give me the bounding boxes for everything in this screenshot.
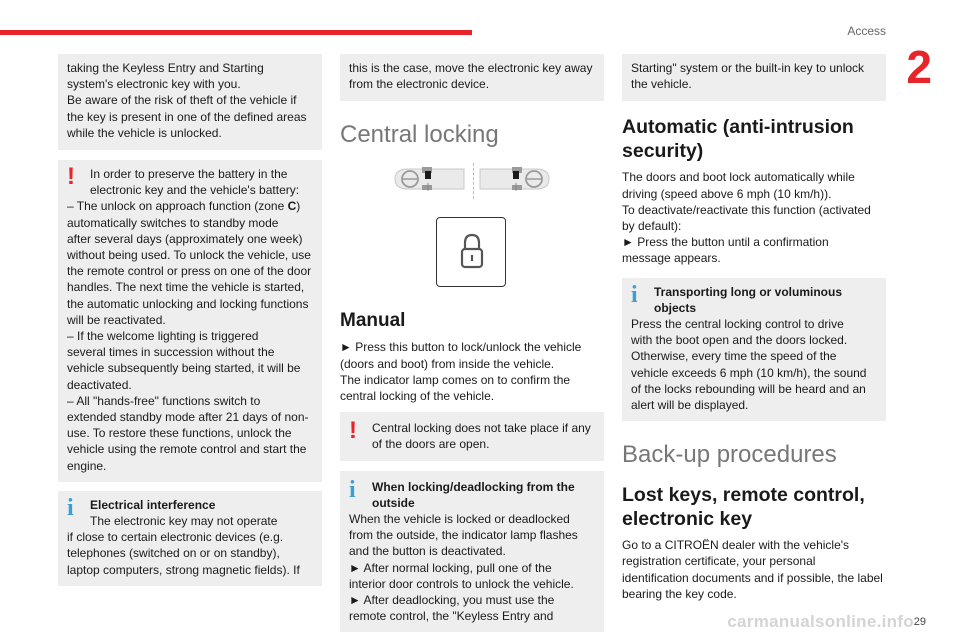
text-line: will be reactivated.	[67, 312, 166, 327]
text-line: with the boot open and the doors locked.	[631, 333, 848, 348]
automatic-text	[622, 169, 886, 266]
column-2	[340, 54, 604, 632]
text-line: the vehicle.	[631, 77, 692, 92]
text-line: driving (speed above 6 mph (10 km/h)).	[622, 186, 832, 201]
page-number: 29	[913, 616, 926, 628]
text-line: Be aware of the risk of theft of the vehicle if	[67, 93, 297, 108]
warning-icon: !	[349, 417, 357, 445]
continued-note-box	[340, 54, 604, 101]
backup-procedures-heading: Back-up procedures	[622, 441, 837, 469]
heading-line: Lost keys, remote control,	[622, 484, 865, 507]
text-line: taking the Keyless Entry and Starting	[67, 61, 264, 75]
box-title: Transporting long or voluminous	[654, 284, 842, 299]
section-title: Access	[847, 24, 886, 38]
transport-objects-info-box	[622, 278, 886, 422]
dashboard-diagram	[340, 161, 604, 211]
warning-icon: !	[67, 163, 75, 191]
watermark: carmanualsonline.info	[727, 612, 914, 631]
text-line: – All "hands-free" functions switch to	[67, 393, 261, 408]
text-line: Go to a CITROËN dealer with the vehicle's	[622, 538, 850, 553]
text-line: system's electronic key with you.	[67, 77, 241, 92]
text-line: without being used. To unlock the vehicle, use	[67, 248, 311, 263]
text-line: Starting" system or the built-in key to unlock	[631, 61, 865, 75]
continued-note-box	[58, 54, 322, 150]
text-line: In order to preserve the battery in the	[90, 167, 288, 182]
battery-warning-box	[58, 160, 322, 482]
text-line: telephones (switched on or on standby),	[67, 546, 280, 561]
text-line: of the doors are open.	[372, 437, 490, 452]
text-line: ► After deadlocking, you must use the	[349, 593, 555, 608]
text-line	[67, 198, 313, 214]
text-line: ► After normal locking, pull one of the	[349, 560, 552, 575]
text-line: Central locking does not take place if any	[372, 421, 591, 436]
column-3	[622, 54, 886, 602]
text-line: extended standby mode after 21 days of non-	[67, 410, 309, 425]
text-line: vehicle exceeds 6 mph (10 km/h), the sound	[631, 365, 867, 380]
locking-outside-info-box	[340, 471, 604, 633]
text-line: by default):	[622, 219, 682, 234]
text-line: handles. The next time the vehicle is started,	[67, 280, 305, 295]
doors-open-warning-box	[340, 412, 604, 460]
continued-note-box	[622, 54, 886, 101]
box-title: objects	[654, 300, 697, 315]
lost-keys-text	[622, 537, 886, 602]
text-line: electronic key and the vehicle's battery:	[90, 183, 300, 198]
info-icon: i	[349, 476, 356, 503]
column-1	[58, 54, 322, 586]
text-line: bearing the key code.	[622, 586, 737, 601]
zone-label: C	[287, 199, 297, 214]
text-line: Otherwise, every time the speed of the	[631, 349, 837, 364]
heading-line: security)	[622, 140, 704, 163]
text-line: laptop computers, strong magnetic fields). If	[67, 562, 300, 577]
text-line: ► Press the button until a confirmation	[622, 235, 829, 250]
manual-text	[340, 339, 604, 404]
text-line: and the button is deactivated.	[349, 544, 506, 559]
text-line: message appears.	[622, 251, 721, 266]
info-icon: i	[67, 494, 74, 521]
text-line: several times in succession without the	[67, 345, 275, 360]
text-line: automatically switches to standby mode	[67, 215, 279, 230]
text-line: from the electronic device.	[349, 77, 490, 92]
central-locking-button	[436, 217, 506, 287]
chapter-number: 2	[906, 41, 932, 93]
text-line: the automatic unlocking and locking functions	[67, 296, 309, 311]
text-line: of the locks rebounding will be heard and an	[631, 381, 866, 396]
text-fragment: – The unlock on approach function (zone	[67, 199, 288, 214]
central-locking-heading: Central locking	[340, 121, 499, 149]
box-title: Electrical interference	[90, 497, 216, 512]
text-line: if close to certain electronic devices (e.g.	[67, 530, 284, 545]
text-line: use. To restore these functions, unlock the	[67, 426, 292, 441]
electrical-interference-info-box	[58, 491, 322, 586]
text-line: vehicle subsequently being started, it will be	[67, 361, 301, 376]
manual-heading: Manual	[340, 310, 406, 332]
text-line: alert will be displayed.	[631, 398, 749, 413]
text-line: (doors and boot) from inside the vehicle.	[340, 356, 555, 371]
text-line: deactivated.	[67, 377, 132, 392]
text-line: central locking of the vehicle.	[340, 389, 495, 404]
text-line: Press the central locking control to drive	[631, 317, 844, 332]
text-line: identification documents and if possible, the label	[622, 570, 883, 585]
text-fragment: )	[296, 199, 301, 214]
heading-line: electronic key	[622, 508, 753, 531]
text-line: engine.	[67, 458, 107, 473]
text-line: after several days (approximately one week)	[67, 231, 303, 246]
automatic-heading	[622, 115, 886, 163]
text-line: from the outside, the indicator lamp flashes	[349, 528, 578, 543]
text-line: interior door controls to unlock the vehicle.	[349, 576, 574, 591]
box-title: When locking/deadlocking from the	[372, 479, 575, 494]
header-accent-bar	[0, 30, 472, 35]
text-line: – If the welcome lighting is triggered	[67, 329, 259, 344]
text-line: vehicle using the remote control and start the	[67, 442, 307, 457]
heading-line: Automatic (anti-intrusion	[622, 116, 854, 139]
central-locking-illustration	[340, 161, 604, 291]
text-line: When the vehicle is locked or deadlocked	[349, 512, 570, 527]
text-line: the remote control or press on one of the door	[67, 264, 312, 279]
lost-keys-heading	[622, 483, 886, 531]
text-line: The electronic key may not operate	[90, 514, 278, 529]
text-line: To deactivate/reactivate this function (activated	[622, 202, 871, 217]
text-line: the key is present in one of the defined areas	[67, 109, 307, 124]
info-icon: i	[631, 281, 638, 308]
text-line: registration certificate, your personal	[622, 554, 816, 569]
box-title: outside	[372, 495, 415, 510]
text-line: The doors and boot lock automatically while	[622, 170, 855, 185]
text-line: remote control, the "Keyless Entry and	[349, 609, 554, 624]
text-line: this is the case, move the electronic key away	[349, 61, 593, 75]
divider-dashed	[473, 163, 474, 199]
text-line: The indicator lamp comes on to confirm the	[340, 372, 571, 387]
padlock-icon	[437, 218, 507, 288]
text-line: while the vehicle is unlocked.	[67, 125, 222, 140]
text-line: ► Press this button to lock/unlock the vehicle	[340, 340, 582, 355]
